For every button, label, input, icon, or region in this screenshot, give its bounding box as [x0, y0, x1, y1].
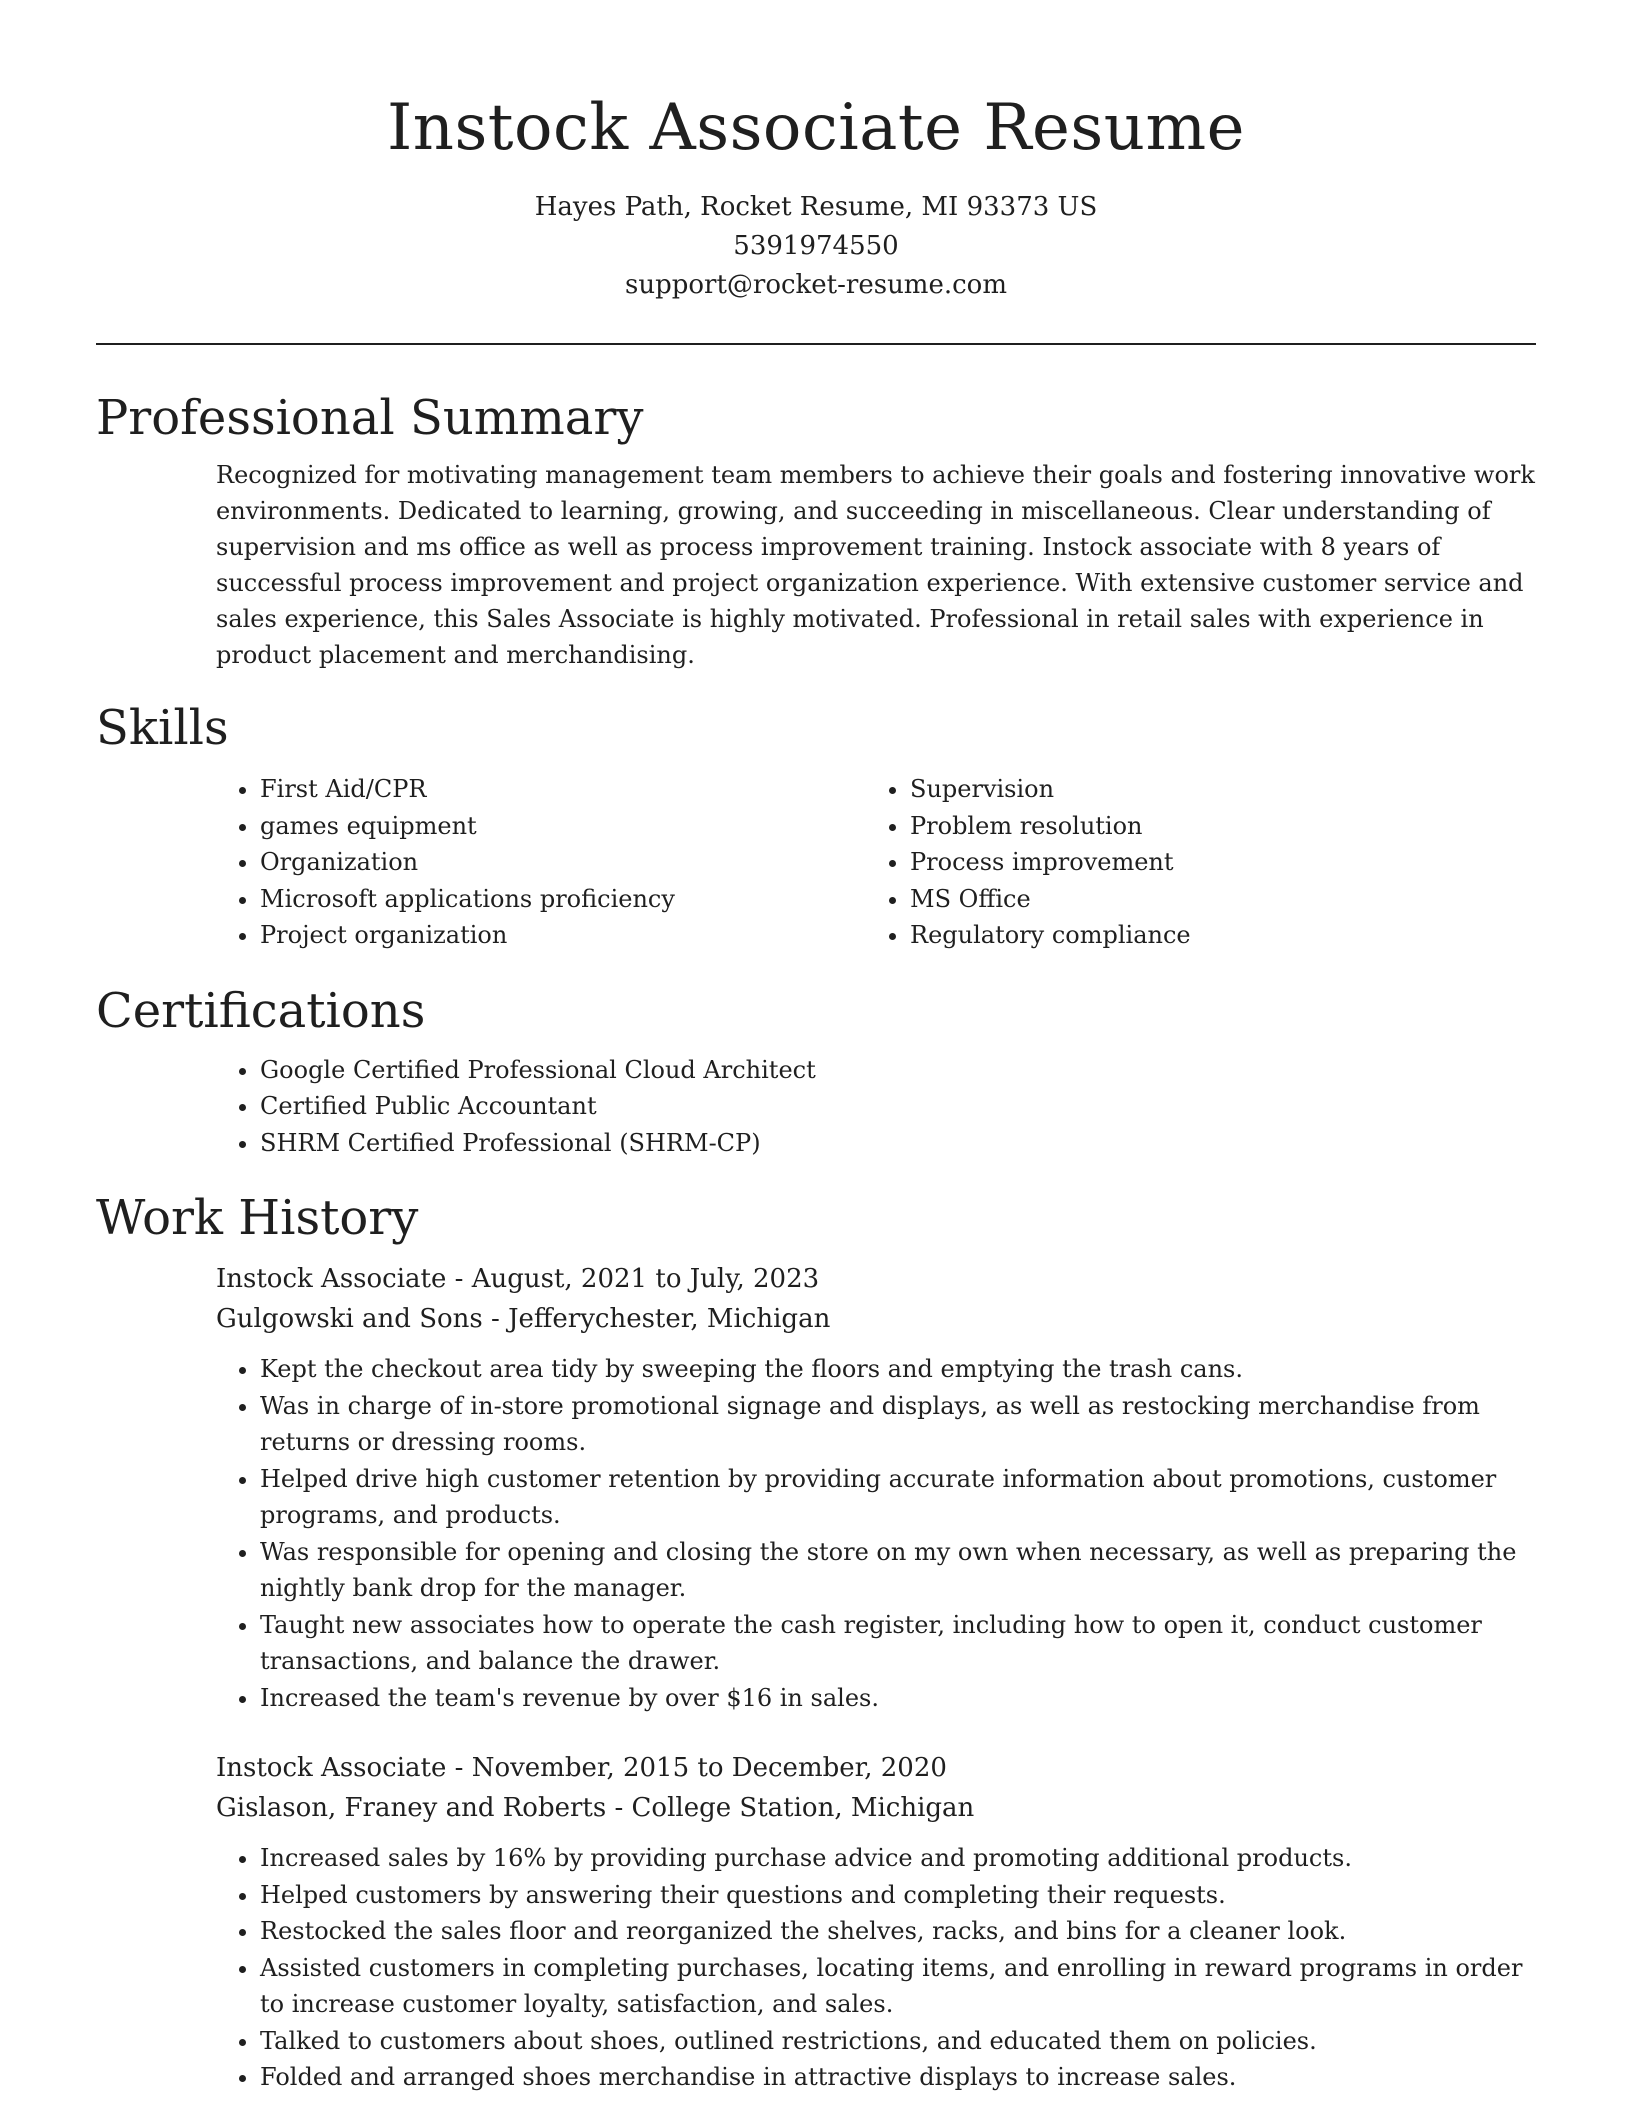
job-bullet: • Assisted customers in completing purchases, locating items, and enrolling in reward programs in order to increase customer loyalty, satisfaction, and sales. [260, 1950, 1536, 2023]
certifications-list [216, 1052, 1536, 1162]
skills-column-right [866, 771, 1516, 954]
job-title-line: Instock Associate - November, 2015 to December, 2020 [216, 1753, 947, 1783]
certification-item: • Certified Public Accountant [260, 1088, 1536, 1125]
job-bullet: • Helped customers by answering their questions and completing their requests. [260, 1877, 1536, 1914]
resume-page [96, 0, 1536, 2096]
certifications-heading: Certifications [96, 982, 426, 1039]
job-bullet: • Folded and arranged shoes merchandise in attractive displays to increase sales. [260, 2059, 1536, 2096]
work-history-heading: Work History [96, 1190, 419, 1246]
job-bullet: • Was in charge of in-store promotional signage and displays, as well as restocking merchandise from returns or dressing rooms. [260, 1388, 1536, 1461]
skill-item: • games equipment [260, 808, 866, 845]
job-bullet: • Helped drive high customer retention by providing accurate information about promotions, customer programs, and products. [260, 1461, 1536, 1534]
skill-item: • Microsoft applications proficiency [260, 881, 866, 918]
contact-email: support@rocket-resume.com [624, 270, 1007, 300]
skill-item: • Problem resolution [910, 808, 1516, 845]
skill-item: • First Aid/CPR [260, 771, 866, 808]
job-bullet: • Kept the checkout area tidy by sweeping the floors and emptying the trash cans. [260, 1351, 1536, 1388]
job-bullet: • Restocked the sales floor and reorganized the shelves, racks, and bins for a cleaner look. [260, 1913, 1536, 1950]
resume-title: Instock Associate Resume [386, 91, 1246, 165]
job-dates: August, 2021 to July, 2023 [471, 1264, 820, 1294]
job-bullet: • Taught new associates how to operate the cash register, including how to open it, conduct customer transactions, and balance the drawer. [260, 1607, 1536, 1680]
certification-item: • Google Certified Professional Cloud Architect [260, 1052, 1536, 1089]
job-dates: November, 2015 to December, 2020 [471, 1753, 947, 1783]
contact-phone: 5391974550 [733, 231, 899, 261]
skills-heading: Skills [96, 700, 229, 756]
skill-item: • Regulatory compliance [910, 917, 1516, 954]
job-title: Instock Associate [216, 1264, 447, 1294]
job-entry [216, 1748, 1536, 2096]
job-company-line: Gulgowski and Sons - Jefferychester, Michigan [216, 1304, 831, 1334]
certification-item: • SHRM Certified Professional (SHRM-CP) [260, 1125, 1536, 1162]
summary-text: Recognized for motivating management team members to achieve their goals and fostering innovative work environments. Dedicated to learning, growing, and succeeding in miscellaneous. Clear understanding of supervision and ms office as well as process improvement training. Instock associate with 8 years of successful process improvement and project organization experience. With extensive customer service and sales experience, this Sales Associate is highly motivated. Professional in retail sales with experience in product placement and merchandising. [216, 461, 1535, 669]
summary-heading: Professional Summary [96, 390, 644, 446]
job-company: Gislason, Franey and Roberts [216, 1793, 607, 1823]
job-title-line: Instock Associate - August, 2021 to July, 2023 [216, 1264, 820, 1294]
job-bullet: • Increased the team's revenue by over $16 in sales. [260, 1680, 1536, 1717]
job-location: Jefferychester, Michigan [508, 1304, 831, 1334]
skill-item: • Organization [260, 844, 866, 881]
contact-address: Hayes Path, Rocket Resume, MI 93373 US [534, 192, 1098, 222]
job-bullet: • Increased sales by 16% by providing purchase advice and promoting additional products. [260, 1840, 1536, 1877]
skill-item: • Project organization [260, 917, 866, 954]
skill-item: • MS Office [910, 881, 1516, 918]
skill-item: • Process improvement [910, 844, 1516, 881]
job-company-line: Gislason, Franey and Roberts - College Station, Michigan [216, 1793, 975, 1823]
job-bullets [216, 1351, 1536, 1716]
job-location: College Station, Michigan [631, 1793, 975, 1823]
job-entry [216, 1259, 1536, 1716]
job-bullet: • Talked to customers about shoes, outlined restrictions, and educated them on policies. [260, 2023, 1536, 2060]
skill-item: • Supervision [910, 771, 1516, 808]
job-bullet: • Was responsible for opening and closing the store on my own when necessary, as well as preparing the nightly bank drop for the manager. [260, 1534, 1536, 1607]
skills-column-left [216, 771, 866, 954]
job-bullets [216, 1840, 1536, 2096]
contact-block [96, 188, 1536, 305]
job-title: Instock Associate [216, 1753, 447, 1783]
header-divider [96, 343, 1536, 345]
job-company: Gulgowski and Sons [216, 1304, 483, 1334]
skills-list [216, 771, 1536, 954]
